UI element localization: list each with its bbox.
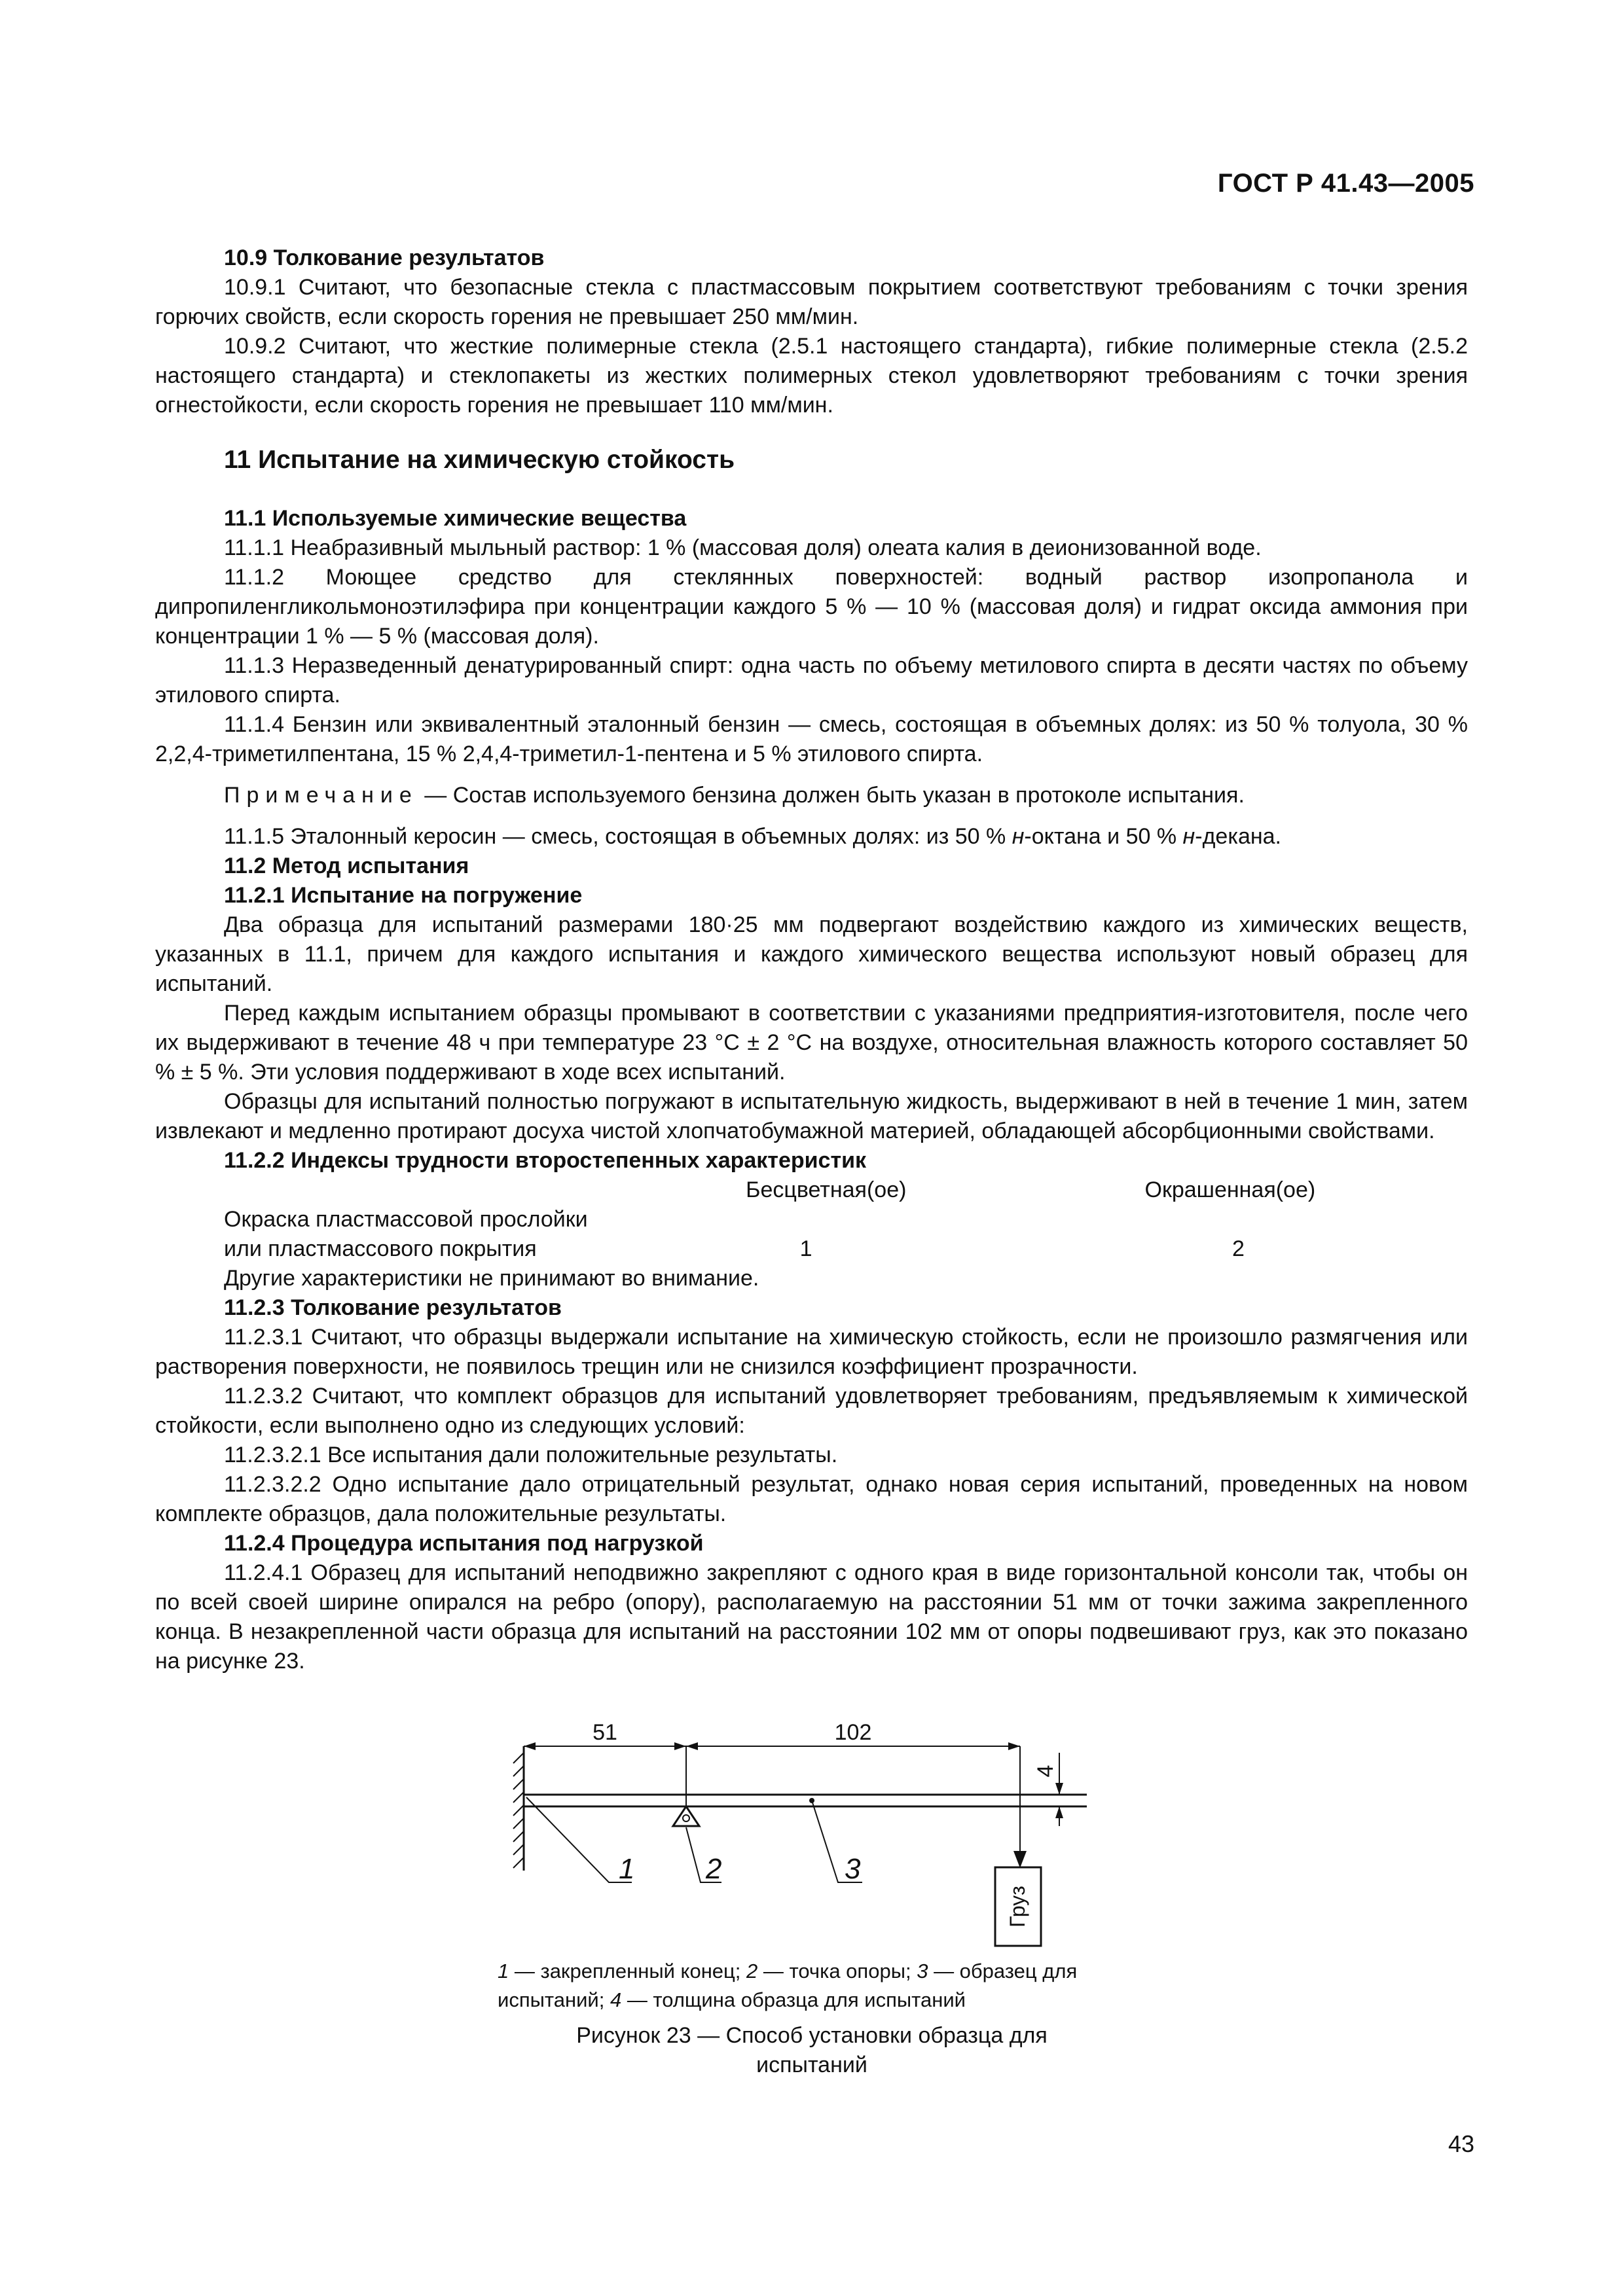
- paragraph-11-1-2: 11.1.2 Моющее средство для стеклянных поверхностей: водный раствор изопропанола и дипропиленгликольмоноэтилэфира при концентрации каждого 5 % — 10 % (массовая доля) и гидрат оксида аммония при концентрации 1 % — 5 % (массовая доля).: [155, 565, 1468, 649]
- italic-run: н: [1182, 824, 1195, 849]
- text-run: 11.1.5 Эталонный керосин — смесь, состоящая в объемных долях: из 50 %: [224, 824, 1012, 849]
- value-colored: 2: [1232, 1236, 1245, 1261]
- text-run: -октана и 50 %: [1024, 824, 1183, 849]
- table-footer: Другие характеристики не принимают во внимание.: [224, 1266, 759, 1291]
- note: [155, 781, 1468, 810]
- legend-number: 1: [498, 1960, 509, 1982]
- paragraph-11-2-3-2-1: 11.2.3.2.1 Все испытания дали положительные результаты.: [224, 1443, 838, 1467]
- figure-legend: [498, 1957, 1126, 2015]
- legend-number: 4: [610, 1988, 622, 2011]
- callout-label-2: 2: [706, 1853, 722, 1885]
- callout-label-3: 3: [845, 1853, 861, 1885]
- column-header-colorless: Бесцветная(ое): [746, 1177, 907, 1202]
- figure-23-diagram: [511, 1713, 1100, 1949]
- legend-text: — образец для испытаний;: [498, 1960, 1078, 2011]
- legend-number: 2: [746, 1960, 758, 1982]
- paragraph-11-2-1-c: Образцы для испытаний полностью погружают в испытательную жидкость, выдерживают в ней в течение 1 мин, затем извлекают и медленно протирают досуха чистой хлопчатобумажной материей, обладающей абсорбционными свойствами.: [155, 1089, 1468, 1143]
- document-body: [155, 243, 1468, 1676]
- wall-hatching: [513, 1753, 524, 1868]
- support-triangle: [673, 1806, 699, 1826]
- difficulty-index-table: [224, 1175, 1468, 1293]
- paragraph-11-1-3: 11.1.3 Неразведенный денатурированный спирт: одна часть по объему метилового спирта в десяти частях по объему этилового спирта.: [155, 653, 1468, 708]
- arrowhead: [1008, 1742, 1020, 1750]
- paragraph-10-9-1: 10.9.1 Считают, что безопасные стекла с пластмассовым покрытием соответствуют требованиям с точки зрения горючих свойств, если скорость горения не превышает 250 мм/мин.: [155, 275, 1468, 329]
- specimen-point: [809, 1798, 814, 1803]
- paragraph-11-2-1-b: Перед каждым испытанием образцы промывают в соответствии с указаниями предприятия-изготовителя, после чего их выдерживают в течение 48 ч при температуре 23 °С ± 2 °С на воздухе, относительная влажность которого составляет 50 % ± 5 %. Эти условия поддерживают в ходе всех испытаний.: [155, 1001, 1468, 1085]
- table-header-row: [224, 1175, 1468, 1205]
- arrowhead: [1055, 1783, 1063, 1795]
- section-11-2-2-title: 11.2.2 Индексы трудности второстепенных характеристик: [224, 1148, 867, 1173]
- note-text: — Состав используемого бензина должен быть указан в протоколе испытания.: [418, 783, 1245, 808]
- arrowhead: [524, 1742, 536, 1750]
- row-label-line-2: или пластмассового покрытия: [224, 1236, 537, 1261]
- leader-1: [526, 1797, 632, 1882]
- paragraph-11-1-5: [155, 822, 1468, 852]
- load-arrow: [1013, 1851, 1027, 1868]
- section-11-2-4-title: 11.2.4 Процедура испытания под нагрузкой: [224, 1531, 704, 1556]
- row-label-line-1: Окраска пластмассовой прослойки: [224, 1207, 588, 1232]
- callout-label-1: 1: [619, 1853, 635, 1885]
- section-11-2-1-title: 11.2.1 Испытание на погружение: [224, 883, 583, 908]
- paragraph-11-2-3-2-2: 11.2.3.2.2 Одно испытание дало отрицательный результат, однако новая серия испытаний, проведенных на новом комплекте образцов, дала положительные результаты.: [155, 1472, 1468, 1526]
- table-row: [224, 1205, 1468, 1234]
- legend-text: — толщина образца для испытаний: [621, 1988, 966, 2011]
- section-11-title: 11 Испытание на химическую стойкость: [224, 446, 735, 474]
- arrowhead: [686, 1742, 698, 1750]
- italic-run: н: [1012, 824, 1025, 849]
- value-colorless: 1: [799, 1236, 812, 1261]
- dimension-label-51: 51: [593, 1720, 617, 1745]
- legend-text: — закрепленный конец;: [509, 1960, 747, 1982]
- figure-title: Рисунок 23 — Способ установки образца для испытаний: [576, 2023, 1048, 2077]
- weight-label: Груз: [1006, 1886, 1029, 1928]
- table-row: [224, 1234, 1468, 1264]
- section-11-2-3-title: 11.2.3 Толкование результатов: [224, 1295, 562, 1320]
- legend-number: 3: [917, 1960, 928, 1982]
- paragraph-11-1-4: 11.1.4 Бензин или эквивалентный эталонный бензин — смесь, состоящая в объемных долях: из 50 % толуола, 30 % 2,2,4-триметилпентана, 15 % 2,4,4-триметил-1-пентена и 5 % этилового спирта.: [155, 712, 1468, 766]
- text-run: -декана.: [1195, 824, 1281, 849]
- arrowhead: [674, 1742, 686, 1750]
- note-label: Примечание: [224, 783, 418, 808]
- column-header-colored: Окрашенная(ое): [1144, 1177, 1316, 1202]
- document-code: ГОСТ Р 41.43—2005: [1217, 169, 1474, 198]
- legend-text: — точка опоры;: [757, 1960, 917, 1982]
- paragraph-11-2-4-1: 11.2.4.1 Образец для испытаний неподвижно закрепляют с одного края в виде горизонтальной консоли так, чтобы он по всей своей ширине опирался на ребро (опору), располагаемую на расстоянии 51 мм от точки зажима закрепленного конца. В незакрепленной части образца для испытаний на расстоянии 102 мм от опоры подвешивают груз, как это показано на рисунке 23.: [155, 1560, 1468, 1674]
- paragraph-11-2-3-2: 11.2.3.2 Считают, что комплект образцов для испытаний удовлетворяет требованиям, предъявляемым к химической стойкости, если выполнено одно из следующих условий:: [155, 1384, 1468, 1438]
- section-10-9-title: 10.9 Толкование результатов: [224, 245, 545, 270]
- dimension-label-102: 102: [834, 1720, 872, 1745]
- dimension-label-4: 4: [1033, 1765, 1058, 1778]
- paragraph-10-9-2: 10.9.2 Считают, что жесткие полимерные стекла (2.5.1 настоящего стандарта), гибкие полимерные стекла (2.5.2 настоящего стандарта) и стеклопакеты из жестких полимерных стекол удовлетворяют требованиям с точки зрения огнестойкости, если скорость горения не превышает 110 мм/мин.: [155, 334, 1468, 418]
- page-number: 43: [1448, 2130, 1474, 2157]
- paragraph-11-2-3-1: 11.2.3.1 Считают, что образцы выдержали испытание на химическую стойкость, если не произошло размягчения или растворения поверхности, не появилось трещин или не снизился коэффициент прозрачности.: [155, 1325, 1468, 1379]
- section-11-1-title: 11.1 Используемые химические вещества: [224, 506, 687, 531]
- arrowhead: [1055, 1806, 1063, 1818]
- paragraph-11-1-1: 11.1.1 Неабразивный мыльный раствор: 1 % (массовая доля) олеата калия в деионизованной воде.: [224, 535, 1262, 560]
- section-11-2-title: 11.2 Метод испытания: [224, 853, 469, 878]
- paragraph-11-2-1-a: Два образца для испытаний размерами 180·25 мм подвергают воздействию каждого из химических веществ, указанных в 11.1, причем для каждого испытания и каждого химического вещества используют новый образец для испытаний.: [155, 912, 1468, 996]
